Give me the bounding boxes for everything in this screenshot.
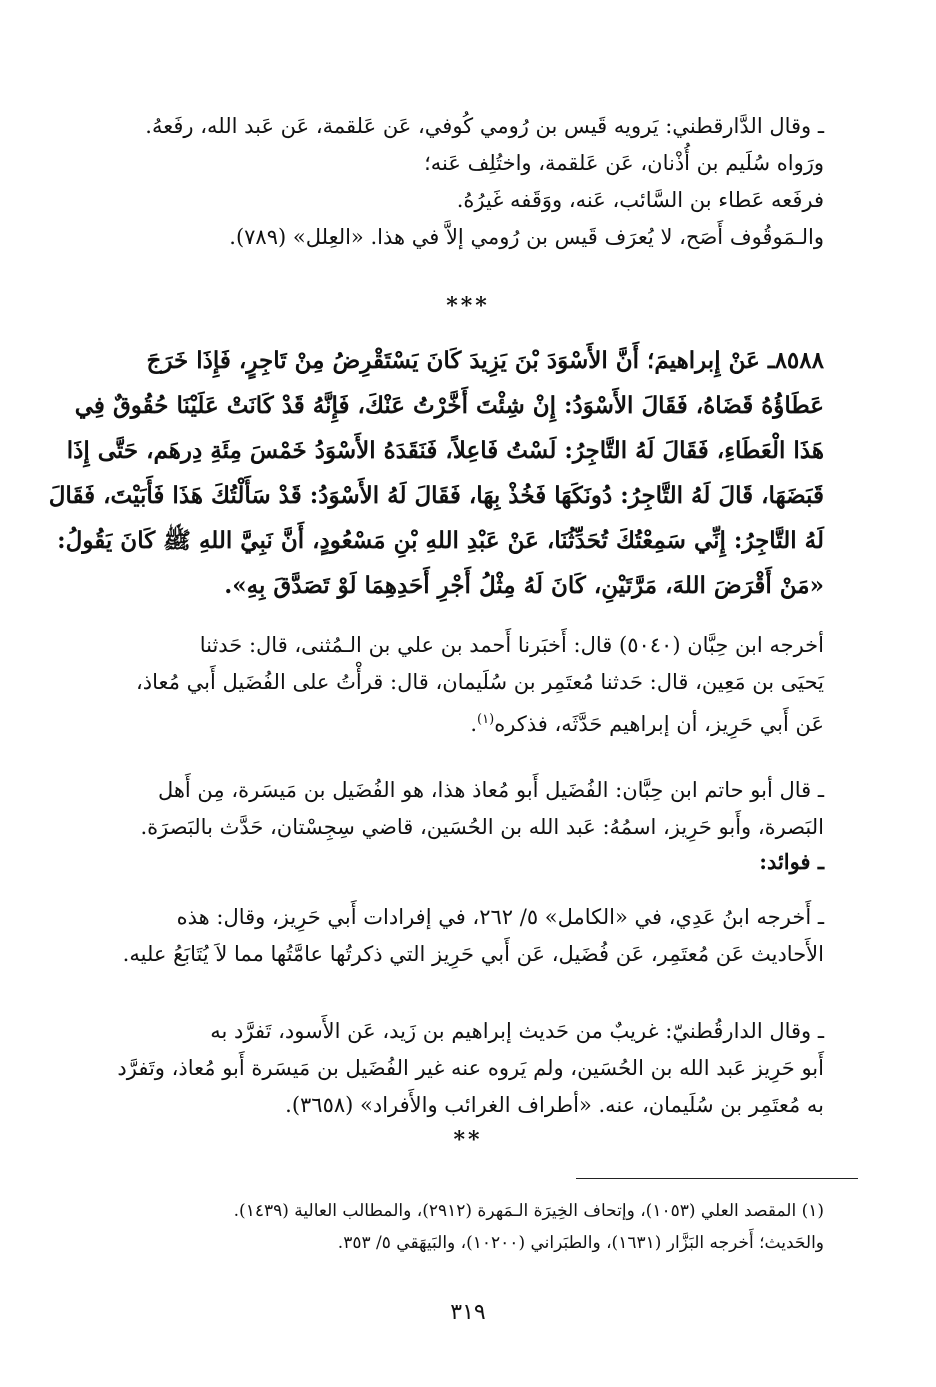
takhrij-paragraph [128,627,824,743]
fawaid-ibn-adi [122,899,824,973]
text-line: به مُعتَمِر بن سُلَيمان، عنه. «أطراف الغرائب والأَفراد» (٣٦٥٨). [285,1093,824,1117]
text-line: ـ وقال الدارقُطنيّ: غريبٌ من حَديث إبراهيم بن زَيد، عَن الأَسود، تَفرَّد به [210,1019,824,1043]
takhrij-end-mark: . [470,712,478,736]
footnotes [128,1195,824,1259]
text-line: والـمَوقُوف أَصَح، لا يُعرَف قَيس بن رُومي إلاَّ في هذا. «العِلل» (٧٨٩). [229,225,824,249]
text-line: ورَواه سُلَيم بن أُذْنان، عَن عَلقمة، واختُلِف عَنه؛ [424,151,824,175]
text-line: ـ قال أبو حاتم ابن حِبَّان: الفُضَيل أَبو مُعاذ هذا، هو الفُضَيل بن مَيسَرة، مِن أَهل [157,778,824,802]
fawaid-daraqutni [117,1013,824,1124]
text-line: فرفَعه عَطاء بن السَّائب، عَنه، ووَقَفه غَيرُهُ. [456,188,824,212]
text-line: أخرجه ابن حِبَّان (٥٠٤٠) قال: أَخبَرنا أَحمد بن علي بن الـمُثنى، قال: حَدثنا [199,633,824,657]
hadith-line: ٨٥٨٨ـ عَنْ إِبراهيمَ؛ أَنَّ الأَسْوَدَ بْنَ يَزِيدَ كَانَ يَسْتَقْرِضُ مِنْ تَاجِرٍ، فَإِذَا خَرَجَ [146,347,824,374]
footnote-divider [576,1178,858,1179]
text-line [128,701,824,743]
text-line: ـ أَخرجه ابنُ عَدِي، في «الكامل» ٥/ ٢٦٢، في إفرادات أَبي حَرِيز، وقال: هذه [176,905,824,929]
hadith-line: لَهُ التَّاجِرُ: إِنِّي سَمِعْتُكَ تُحَدِّثُنَا، عَنْ عَبْدِ اللهِ بْنِ مَسْعُودٍ، أَنَّ نَبِيَّ اللهِ ﷺ كَانَ يَقُولُ: [57,527,824,554]
footnote-line: والحَديث؛ أَخرجه البَزَّار (١٦٣١)، والطبَراني (١٠٢٠٠)، والبَيهَقي ٥/ ٣٥٣. [337,1233,824,1253]
fawaid-heading: ـ فوائد: [759,849,824,874]
text-line: ـ وقال الدَّارقطني: يَرويه قَيس بن رُومي كُوفي، عَن عَلقمة، عَن عَبد الله، رفَعهُ. [145,114,824,138]
hadith-line: «مَنْ أَقْرَضَ اللهَ، مَرَّتَيْنِ، كَانَ لَهُ مِثْلُ أَجْرِ أَحَدِهِمَا لَوْ تَصَدَّقَ بِهِ». [224,572,824,599]
page-number: ٣١٩ [450,1300,486,1325]
hadith-8588-text [48,338,824,608]
text-line: أَبو حَرِيز عَبد الله بن الحُسَين، ولم يَروه عنه غير الفُضَيل بن مَيسَرة أَبو مُعاذ، وتَفرَّد [117,1056,824,1080]
ibn-hibban-comment [128,772,824,846]
hadith-line: عَطَاؤُهُ قَضَاهُ، فَقَالَ الأَسْوَدُ: إِنْ شِئْتَ أَخَّرْتُ عَنْكَ، فَإِنَّهُ قَدْ كَانَتْ عَلَيْنَا حُقُوقٌ فِي [74,392,824,419]
footnote-reference[interactable]: (١) [477,712,495,727]
hadith-line: قَبَضَهَا، قَالَ لَهُ التَّاجِرُ: دُونَكَهَا فَخُذْ بِهَا، فَقَالَ لَهُ الأَسْوَدُ: قَدْ سَأَلْتُكَ هَذَا فَأَبَيْتَ، فَقَالَ [48,482,824,509]
footnote-line: (١) المقصد العلي (١٠٥٣)، وإتحاف الخِيرَة الـمَهرة (٢٩١٢)، والمطالب العالية (١٤٣٩). [233,1201,824,1221]
text-line: الأَحاديث عَن مُعتَمِر، عَن فُضَيل، عَن أَبي حَرِيز التي ذكرتُها عامَّتُها مما لاَ يُتَابَعُ عليه. [122,942,824,966]
section-separator: *** [446,293,490,319]
hadith-line: هَذَا الْعَطَاءِ، فَقَالَ لَهُ التَّاجِرُ: لَسْتُ فَاعِلاً، فَنَقَدَهُ الأَسْوَدُ خَمْسَ مِئَةِ دِرهَم، حَتَّى إِذَا [66,437,824,464]
text-line: البَصرة، وأَبو حَرِيز، اسمُهُ: عَبد الله بن الحُسَين، قاضي سِجِسْتان، حَدَّث بالبَصرَة. [140,815,824,839]
takhrij-last-text: عَن أَبي حَرِيز، أن إبراهيم حَدَّثَه، فذكره [494,712,824,736]
text-line: يَحيَى بن مَعِين، قال: حَدثنا مُعتَمِر بن سُلَيمان، قال: قرأْتُ على الفُضَيل أَبي مُعاذ، [136,670,824,694]
daraqutni-ilal-paragraph [128,108,824,256]
section-separator: ** [453,1127,483,1153]
